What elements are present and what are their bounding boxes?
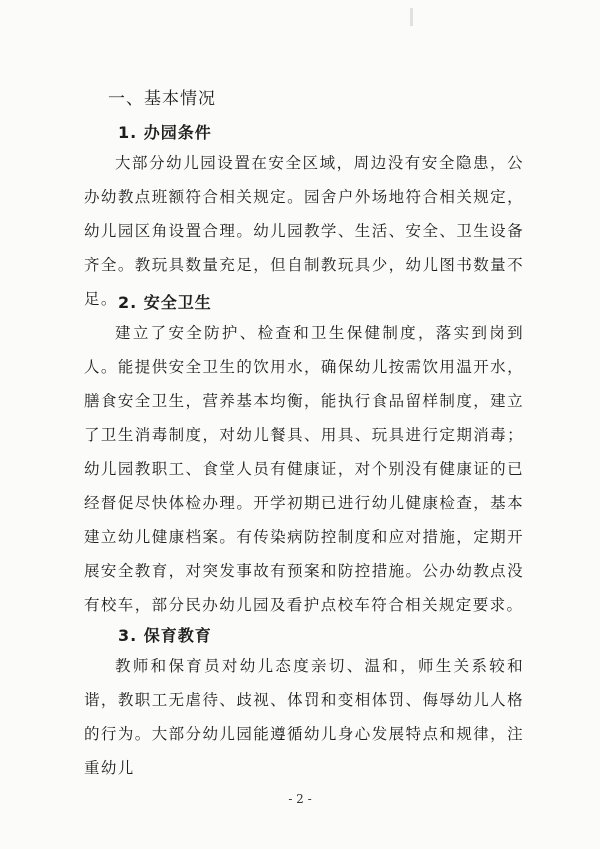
paragraph-education: 教师和保育员对幼儿态度亲切、温和，师生关系较和谐，教职工无虐待、歧视、体罚和变相体罚、侮辱幼儿人格的行为。大部分幼儿园能遵循幼儿身心发展特点和规律，注重幼儿 [84,657,524,777]
paragraph-facilities: 大部分幼儿园设置在安全区域，周边没有安全隐患，公办幼教点班额符合相关规定。园舍户外场地符合相关规定，幼儿园区角设置合理。幼儿园教学、生活、安全、卫生设备齐全。教玩具数量充足，但自制教玩具少，幼儿图书数量不足。 [84,154,524,308]
subsection-heading-education: 3. 保育教育 [118,626,212,645]
paragraph-safety: 建立了安全防护、检查和卫生保健制度，落实到岗到人。能提供安全卫生的饮用水，确保幼儿按需饮用温开水，膳食安全卫生，营养基本均衡，能执行食品留样制度，建立了卫生消毒制度，对幼儿餐具、用具、玩具进行定期消毒；幼儿园教职工、食堂人员有健康证，对个别没有健康证的已经督促尽快体检办理。开学初期已进行幼儿健康检查，基本建立幼儿健康档案。有传染病防控制度和应对措施，定期开展安全教育，对突发事故有预案和防控措施。公办幼教点没有校车，部分民办幼儿园及看护点校车符合相关规定要求。 [84,324,524,614]
subsection-heading-facilities: 1. 办园条件 [118,123,212,142]
section-title: 一、基本情况 [108,89,216,109]
scan-mark [410,8,413,26]
subsection-heading-safety: 2. 安全卫生 [118,293,212,312]
page-number: - 2 - [288,792,312,806]
